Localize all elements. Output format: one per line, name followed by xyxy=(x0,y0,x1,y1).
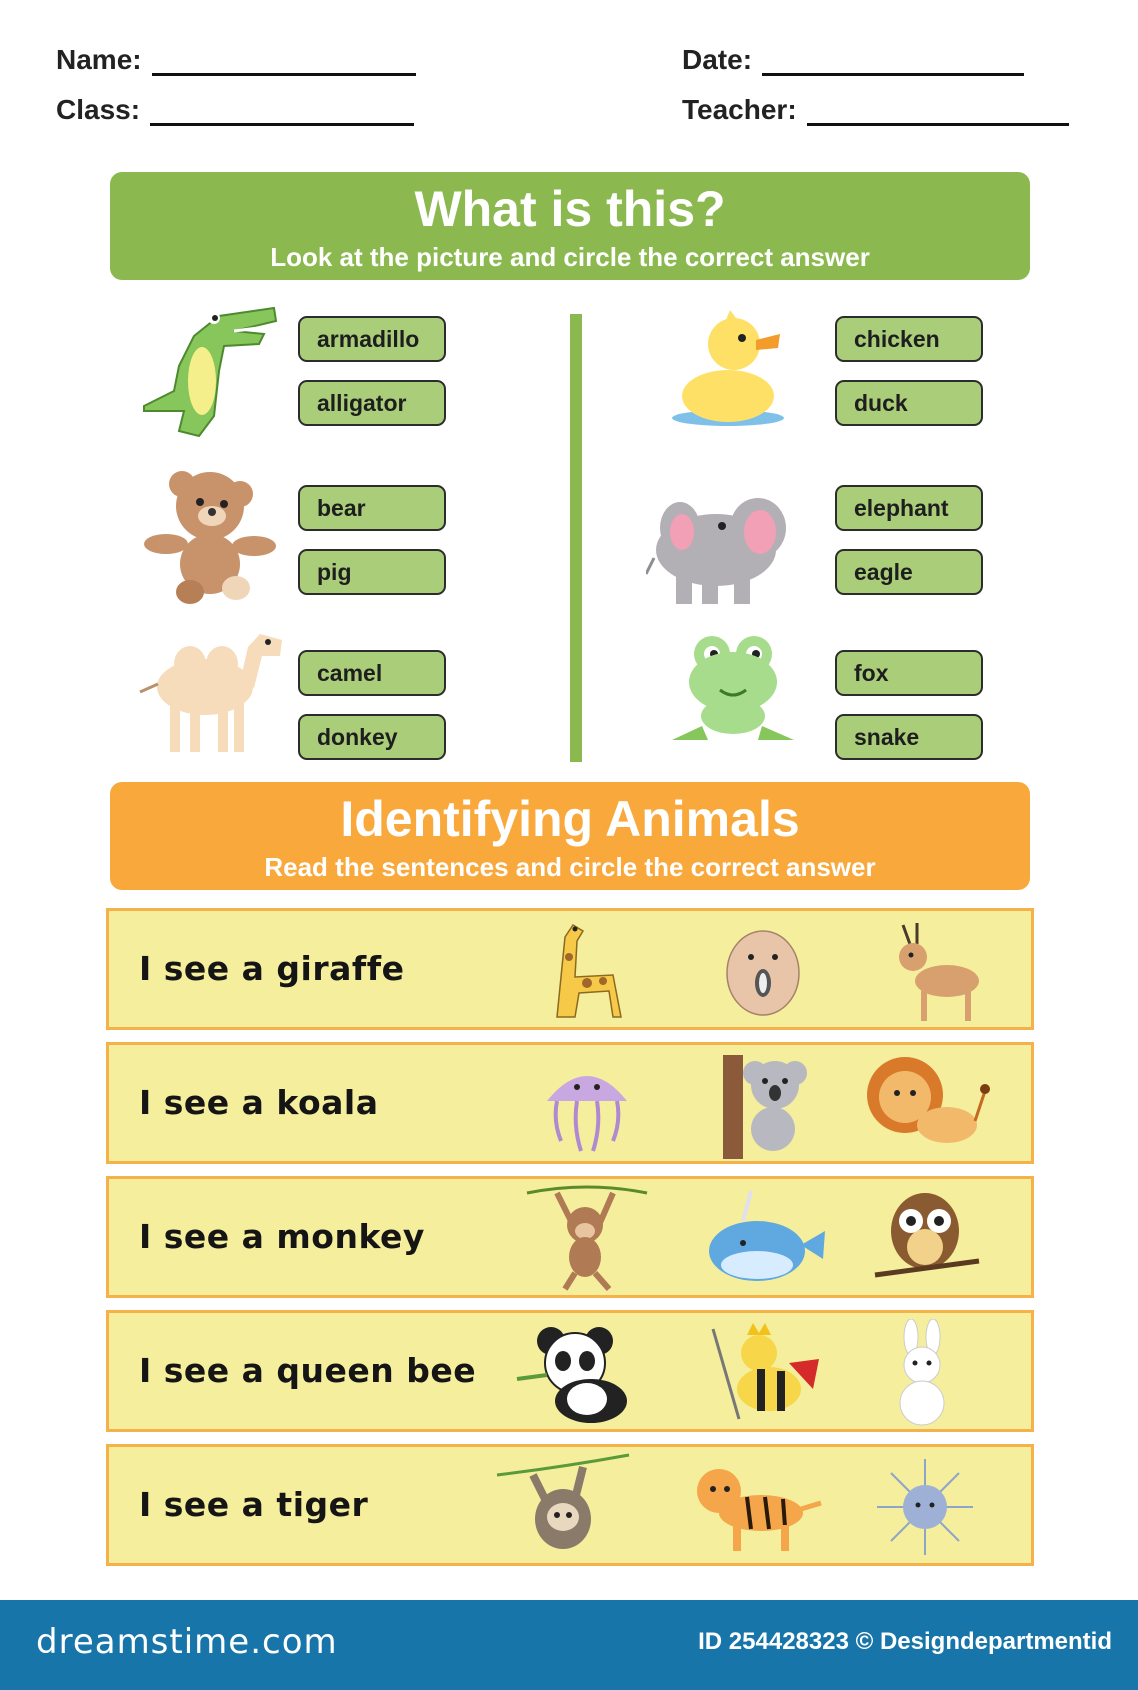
tiger-icon[interactable] xyxy=(683,1453,823,1561)
owl-icon[interactable] xyxy=(855,1185,995,1293)
date-label: Date: xyxy=(682,44,753,75)
elephant-icon xyxy=(646,488,806,638)
sentence-row-monkey xyxy=(106,1176,1034,1298)
section2-subtitle: Read the sentences and circle the correct answer xyxy=(264,852,876,882)
class-label: Class: xyxy=(56,94,141,125)
name-field xyxy=(56,44,416,76)
giraffe-icon[interactable] xyxy=(517,917,657,1025)
class-field xyxy=(56,94,414,126)
sentence-row-tiger xyxy=(106,1444,1034,1566)
alligator-icon xyxy=(124,296,284,446)
monkey-icon[interactable] xyxy=(517,1185,657,1293)
section1-title: What is this? xyxy=(414,181,726,237)
sentence-text: I see a tiger xyxy=(139,1485,369,1524)
section2-banner xyxy=(110,782,1030,890)
narwhal-icon[interactable] xyxy=(693,1185,833,1293)
footer-bar xyxy=(0,1600,1138,1690)
urchin-icon[interactable] xyxy=(855,1453,995,1561)
camel-icon xyxy=(130,622,290,772)
sentence-row-queen-bee xyxy=(106,1310,1034,1432)
option-fox[interactable]: fox xyxy=(835,650,983,696)
option-elephant[interactable]: elephant xyxy=(835,485,983,531)
section1-banner xyxy=(110,172,1030,280)
lion-icon[interactable] xyxy=(855,1051,995,1159)
date-field xyxy=(682,44,1024,76)
sentence-text: I see a koala xyxy=(139,1083,379,1122)
sentence-text: I see a giraffe xyxy=(139,949,405,988)
sentence-text: I see a monkey xyxy=(139,1217,425,1256)
sentence-row-koala xyxy=(106,1042,1034,1164)
footer-image-id: ID 254428323 © Designdepartmentid xyxy=(698,1628,1112,1655)
sentence-row-giraffe xyxy=(106,908,1034,1030)
class-blank[interactable] xyxy=(150,100,414,126)
name-blank[interactable] xyxy=(152,50,416,76)
section2-title: Identifying Animals xyxy=(340,791,800,847)
option-armadillo[interactable]: armadillo xyxy=(298,316,446,362)
sloth-icon[interactable] xyxy=(493,1453,633,1561)
name-label: Name: xyxy=(56,44,142,75)
teacher-field xyxy=(682,94,1069,126)
bear-icon xyxy=(126,464,286,614)
section1-subtitle: Look at the picture and circle the correct answer xyxy=(270,242,870,272)
hamster-icon[interactable] xyxy=(693,917,833,1025)
option-donkey[interactable]: donkey xyxy=(298,714,446,760)
option-chicken[interactable]: chicken xyxy=(835,316,983,362)
rabbit-icon[interactable] xyxy=(855,1319,995,1427)
koala-icon[interactable] xyxy=(693,1051,833,1159)
option-eagle[interactable]: eagle xyxy=(835,549,983,595)
sentence-text: I see a queen bee xyxy=(139,1351,477,1390)
antelope-icon[interactable] xyxy=(855,917,995,1025)
frog-icon xyxy=(662,630,822,780)
queen-bee-icon[interactable] xyxy=(693,1319,833,1427)
option-duck[interactable]: duck xyxy=(835,380,983,426)
option-pig[interactable]: pig xyxy=(298,549,446,595)
footer-brand[interactable]: dreamstime.com xyxy=(36,1622,338,1662)
panda-icon[interactable] xyxy=(507,1319,647,1427)
option-alligator[interactable]: alligator xyxy=(298,380,446,426)
jellyfish-icon[interactable] xyxy=(517,1051,657,1159)
teacher-label: Teacher: xyxy=(682,94,797,125)
option-snake[interactable]: snake xyxy=(835,714,983,760)
duck-icon xyxy=(658,300,818,450)
teacher-blank[interactable] xyxy=(807,100,1069,126)
section1-divider xyxy=(570,314,582,762)
date-blank[interactable] xyxy=(762,50,1024,76)
option-bear[interactable]: bear xyxy=(298,485,446,531)
option-camel[interactable]: camel xyxy=(298,650,446,696)
